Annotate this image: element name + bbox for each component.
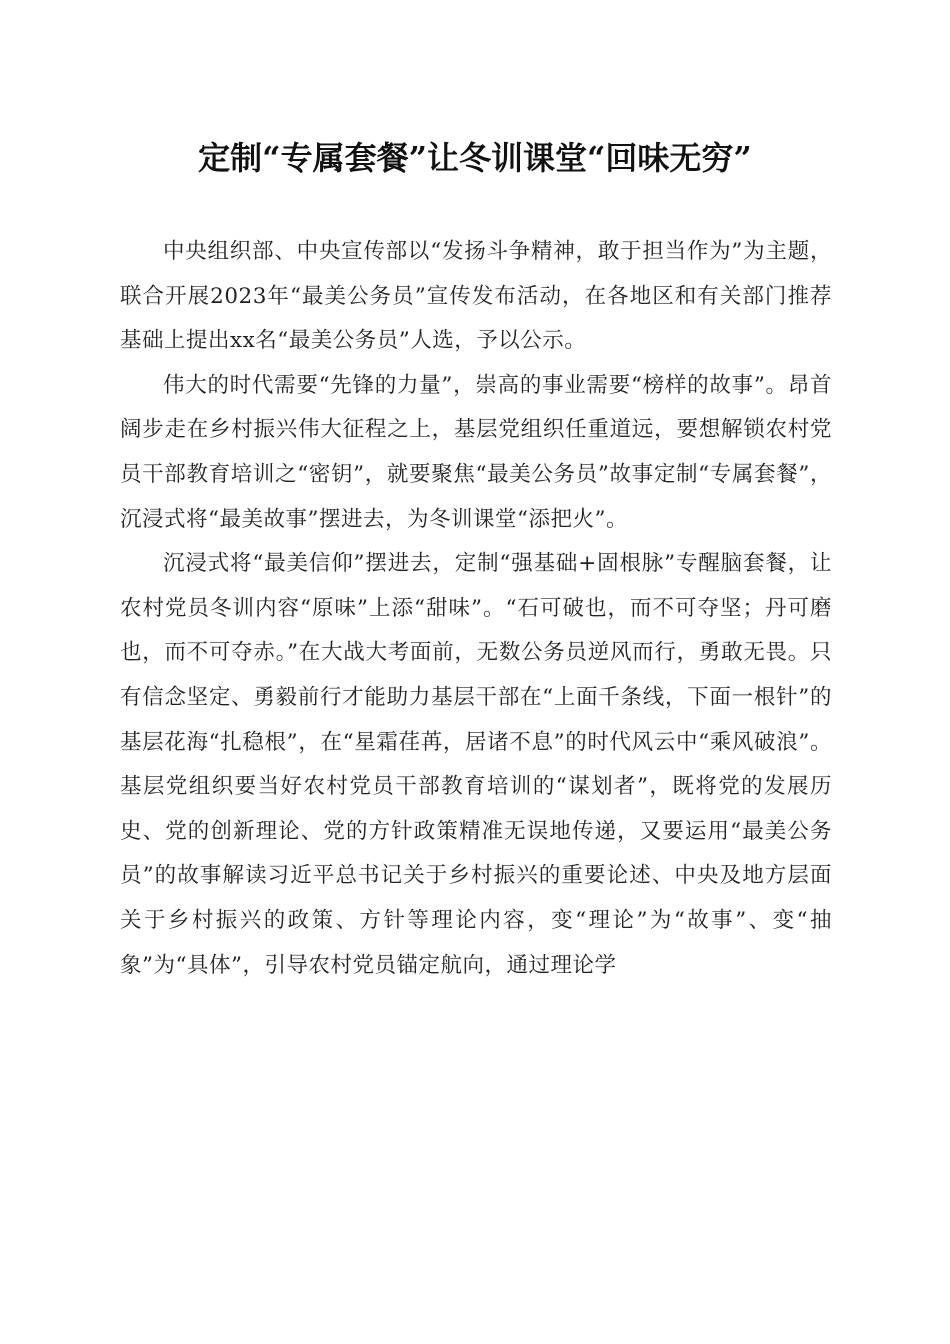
paragraph: 中央组织部、中央宣传部以“发扬斗争精神，敢于担当作为”为主题，联合开展2023年“最美公务员”宣传发布活动，在各地区和有关部门推荐基础上提出xx名“最美公务员”人选，予以公示。 — [120, 239, 832, 354]
paragraph: 沉浸式将“最美信仰”摆进去，定制“强基础+固根脉”专醒脑套餐，让农村党员冬训内容“原味”上添“甜味”。“石可破也，而不可夺坚；丹可磨也，而不可夺赤。”在大战大考面前，无数公务员逆风而行，勇敢无畏。只有信念坚定、勇毅前行才能助力基层干部在“上面千条线，下面一根针”的基层花海“扎稳根”，在“星霜荏苒，居诸不息”的时代风云中“乘风破浪”。基层党组织要当好农村党员干部教育培训的“谋划者”，既将党的发展历史、党的创新理论、党的方针政策精准无误地传递，又要运用“最美公务员”的故事解读习近平总书记关于乡村振兴的重要论述、中央及地方层面关于乡村振兴的政策、方针等理论内容，变“理论”为“故事”、变“抽象”为“具体”，引导农村党员锚定航向，通过理论学 — [120, 551, 832, 978]
document-body — [120, 230, 832, 988]
paragraph: 伟大的时代需要“先锋的力量”，崇高的事业需要“榜样的故事”。昂首阔步走在乡村振兴伟大征程之上，基层党组织任重道远，要想解锁农村党员干部教育培训之“密钥”，就要聚焦“最美公务员”故事定制“专属套餐”，沉浸式将“最美故事”摆进去，为冬训课堂“添把火”。 — [120, 372, 832, 532]
document-title: 定制“专属套餐”让冬训课堂“回味无穷” — [198, 139, 752, 177]
